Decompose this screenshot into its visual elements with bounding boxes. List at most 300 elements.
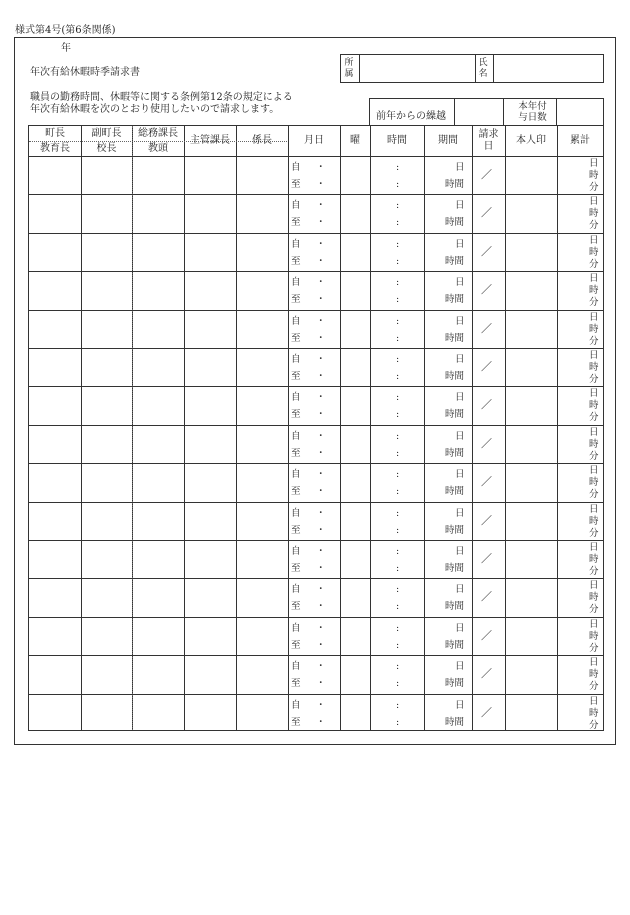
mayor-seal-cell[interactable] bbox=[30, 311, 80, 347]
personal-seal-cell[interactable] bbox=[506, 272, 556, 308]
cumulative-day-label: 日 bbox=[589, 657, 599, 669]
deputy-mayor-seal-cell[interactable] bbox=[82, 464, 131, 500]
cumulative-hour-label: 時 bbox=[589, 285, 599, 297]
period-day-label: 日 bbox=[455, 469, 465, 481]
table-row bbox=[29, 502, 603, 540]
date-to-dot: ・ bbox=[316, 294, 326, 306]
date-to-label: 至 bbox=[291, 678, 301, 690]
personal-seal-cell[interactable] bbox=[506, 503, 556, 539]
time-to-colon: : bbox=[396, 639, 400, 651]
date-to-label: 至 bbox=[291, 639, 301, 651]
date-to-label: 至 bbox=[291, 716, 301, 728]
cumulative-hour-label: 時 bbox=[589, 592, 599, 604]
personal-seal-cell[interactable] bbox=[506, 579, 556, 615]
request-slash: ／ bbox=[481, 513, 492, 527]
date-to-dot: ・ bbox=[316, 447, 326, 459]
chief-seal-cell[interactable] bbox=[185, 464, 235, 500]
personal-seal-cell[interactable] bbox=[506, 195, 556, 231]
period-hours-label: 時間 bbox=[445, 601, 465, 613]
affiliation-name-box bbox=[340, 54, 604, 83]
general-affairs-seal-cell[interactable] bbox=[133, 541, 183, 577]
weekday-cell[interactable] bbox=[341, 349, 369, 385]
period-hours-label: 時間 bbox=[445, 639, 465, 651]
period-hours-label: 時間 bbox=[445, 563, 465, 574]
deputy-mayor-seal-cell[interactable] bbox=[82, 387, 131, 423]
weekday-cell[interactable] bbox=[341, 234, 369, 270]
general-affairs-seal-cell[interactable] bbox=[133, 349, 183, 385]
table-row bbox=[29, 540, 603, 578]
personal-seal-cell[interactable] bbox=[506, 656, 556, 692]
time-from-colon: : bbox=[396, 277, 400, 289]
weekday-cell[interactable] bbox=[341, 618, 369, 654]
cumulative-hour-label: 時 bbox=[589, 438, 599, 450]
general-affairs-seal-cell[interactable] bbox=[133, 387, 183, 423]
date-from-label: 自 bbox=[291, 430, 301, 442]
date-to-dot: ・ bbox=[316, 486, 326, 498]
personal-seal-cell[interactable] bbox=[506, 541, 556, 577]
period-day-label: 日 bbox=[455, 584, 465, 596]
general-affairs-seal-cell[interactable] bbox=[133, 656, 183, 692]
chief-seal-cell[interactable] bbox=[185, 618, 235, 654]
mayor-seal-cell[interactable] bbox=[30, 579, 80, 615]
personal-seal-cell[interactable] bbox=[506, 311, 556, 347]
time-from-colon: : bbox=[396, 622, 400, 634]
weekday-cell[interactable] bbox=[341, 503, 369, 539]
chief-seal-cell[interactable] bbox=[185, 426, 235, 462]
time-to-colon: : bbox=[396, 371, 400, 382]
section-head-seal-cell[interactable] bbox=[237, 656, 287, 692]
cumulative-min-label: 分 bbox=[589, 489, 599, 501]
personal-seal-cell[interactable] bbox=[506, 157, 556, 193]
header-request-2: 日 bbox=[483, 141, 494, 152]
request-slash: ／ bbox=[481, 475, 492, 489]
date-to-label: 至 bbox=[291, 409, 301, 421]
date-from-label: 自 bbox=[291, 200, 301, 212]
period-hours-label: 時間 bbox=[445, 486, 465, 498]
date-to-dot: ・ bbox=[316, 716, 326, 728]
date-from-label: 自 bbox=[291, 699, 301, 711]
date-to-label: 至 bbox=[291, 179, 301, 190]
date-from-label: 自 bbox=[291, 392, 301, 404]
chief-seal-cell[interactable] bbox=[185, 387, 235, 423]
date-to-dot: ・ bbox=[316, 371, 326, 382]
period-day-label: 日 bbox=[455, 238, 465, 250]
carryover-field[interactable] bbox=[456, 100, 501, 124]
cumulative-min-label: 分 bbox=[589, 604, 599, 616]
period-day-label: 日 bbox=[455, 315, 465, 327]
header-general-affairs-chief: 総務課長 bbox=[138, 128, 178, 139]
intro-line-2: 年次有給休暇を次のとおり使用したいので請求します。 bbox=[30, 104, 280, 115]
time-from-colon: : bbox=[396, 315, 400, 327]
weekday-cell[interactable] bbox=[341, 464, 369, 500]
table-row bbox=[29, 156, 603, 194]
header-request-1: 請求 bbox=[478, 129, 499, 140]
chief-seal-cell[interactable] bbox=[185, 349, 235, 385]
general-affairs-seal-cell[interactable] bbox=[133, 426, 183, 462]
cumulative-min-label: 分 bbox=[589, 642, 599, 654]
date-to-dot: ・ bbox=[316, 639, 326, 651]
date-to-label: 至 bbox=[291, 294, 301, 306]
affiliation-field[interactable] bbox=[361, 56, 473, 81]
deputy-mayor-seal-cell[interactable] bbox=[82, 234, 131, 270]
chief-seal-cell[interactable] bbox=[185, 541, 235, 577]
cumulative-min-label: 分 bbox=[589, 681, 599, 693]
date-to-label: 至 bbox=[291, 255, 301, 267]
table-row bbox=[29, 425, 603, 463]
chief-seal-cell[interactable] bbox=[185, 311, 235, 347]
chief-seal-cell[interactable] bbox=[185, 579, 235, 615]
table-row bbox=[29, 617, 603, 655]
period-day-label: 日 bbox=[455, 622, 465, 634]
personal-seal-cell[interactable] bbox=[506, 426, 556, 462]
cumulative-min-label: 分 bbox=[589, 719, 599, 731]
cumulative-hour-label: 時 bbox=[589, 515, 599, 527]
table-row bbox=[29, 233, 603, 271]
date-to-dot: ・ bbox=[316, 179, 326, 190]
section-head-seal-cell[interactable] bbox=[237, 195, 287, 231]
date-from-dot: ・ bbox=[316, 162, 326, 173]
general-affairs-seal-cell[interactable] bbox=[133, 311, 183, 347]
time-from-colon: : bbox=[396, 661, 400, 673]
date-from-dot: ・ bbox=[316, 622, 326, 634]
name-label-1: 氏 bbox=[478, 58, 488, 68]
cumulative-hour-label: 時 bbox=[589, 477, 599, 489]
time-to-colon: : bbox=[396, 294, 400, 306]
section-head-seal-cell[interactable] bbox=[237, 579, 287, 615]
deputy-mayor-seal-cell[interactable] bbox=[82, 311, 131, 347]
cumulative-day-label: 日 bbox=[589, 618, 599, 630]
cumulative-min-label: 分 bbox=[589, 258, 599, 270]
mayor-seal-cell[interactable] bbox=[30, 656, 80, 692]
deputy-mayor-seal-cell[interactable] bbox=[82, 618, 131, 654]
period-hours-label: 時間 bbox=[445, 179, 465, 190]
weekday-cell[interactable] bbox=[341, 695, 369, 731]
personal-seal-cell[interactable] bbox=[506, 618, 556, 654]
section-head-seal-cell[interactable] bbox=[237, 618, 287, 654]
time-from-colon: : bbox=[396, 469, 400, 481]
cumulative-day-label: 日 bbox=[589, 350, 599, 361]
header-principal: 校長 bbox=[96, 143, 117, 154]
period-day-label: 日 bbox=[455, 200, 465, 212]
cumulative-hour-label: 時 bbox=[589, 362, 599, 373]
period-hours-label: 時間 bbox=[445, 294, 465, 306]
general-affairs-seal-cell[interactable] bbox=[133, 272, 183, 308]
period-day-label: 日 bbox=[455, 546, 465, 557]
request-slash: ／ bbox=[481, 628, 492, 642]
chief-seal-cell[interactable] bbox=[185, 234, 235, 270]
period-hours-label: 時間 bbox=[445, 371, 465, 382]
date-from-dot: ・ bbox=[316, 238, 326, 250]
weekday-cell[interactable] bbox=[341, 387, 369, 423]
time-to-colon: : bbox=[396, 447, 400, 459]
header-superintendent: 教育長 bbox=[40, 143, 70, 154]
cumulative-hour-label: 時 bbox=[589, 630, 599, 642]
cumulative-min-label: 分 bbox=[589, 297, 599, 309]
date-from-label: 自 bbox=[291, 584, 301, 596]
date-to-dot: ・ bbox=[316, 524, 326, 536]
cumulative-min-label: 分 bbox=[589, 566, 599, 577]
mayor-seal-cell[interactable] bbox=[30, 695, 80, 731]
general-affairs-seal-cell[interactable] bbox=[133, 464, 183, 500]
name-field[interactable] bbox=[495, 56, 601, 81]
cumulative-hour-label: 時 bbox=[589, 400, 599, 412]
general-affairs-seal-cell[interactable] bbox=[133, 503, 183, 539]
period-hours-label: 時間 bbox=[445, 524, 465, 536]
section-head-seal-cell[interactable] bbox=[237, 272, 287, 308]
section-head-seal-cell[interactable] bbox=[237, 349, 287, 385]
section-head-seal-cell[interactable] bbox=[237, 426, 287, 462]
weekday-cell[interactable] bbox=[341, 426, 369, 462]
table-row bbox=[29, 271, 603, 309]
request-slash: ／ bbox=[481, 206, 492, 220]
time-to-colon: : bbox=[396, 179, 400, 190]
date-from-dot: ・ bbox=[316, 200, 326, 212]
date-from-dot: ・ bbox=[316, 699, 326, 711]
cumulative-hour-label: 時 bbox=[589, 323, 599, 335]
deputy-mayor-seal-cell[interactable] bbox=[82, 503, 131, 539]
cumulative-hour-label: 時 bbox=[589, 707, 599, 719]
date-from-dot: ・ bbox=[316, 661, 326, 673]
date-to-dot: ・ bbox=[316, 563, 326, 574]
weekday-cell[interactable] bbox=[341, 272, 369, 308]
time-from-colon: : bbox=[396, 200, 400, 212]
mayor-seal-cell[interactable] bbox=[30, 349, 80, 385]
grant-label bbox=[505, 101, 560, 123]
time-from-colon: : bbox=[396, 392, 400, 404]
weekday-cell[interactable] bbox=[341, 656, 369, 692]
deputy-mayor-seal-cell[interactable] bbox=[82, 195, 131, 231]
cumulative-day-label: 日 bbox=[589, 311, 599, 323]
table-row bbox=[29, 310, 603, 348]
mayor-seal-cell[interactable] bbox=[30, 272, 80, 308]
table-row bbox=[29, 348, 603, 386]
cumulative-day-label: 日 bbox=[589, 196, 599, 208]
section-head-seal-cell[interactable] bbox=[237, 464, 287, 500]
section-head-seal-cell[interactable] bbox=[237, 234, 287, 270]
period-day-label: 日 bbox=[455, 430, 465, 442]
weekday-cell[interactable] bbox=[341, 311, 369, 347]
chief-seal-cell[interactable] bbox=[185, 272, 235, 308]
deputy-mayor-seal-cell[interactable] bbox=[82, 272, 131, 308]
period-day-label: 日 bbox=[455, 162, 465, 173]
mayor-seal-cell[interactable] bbox=[30, 503, 80, 539]
request-slash: ／ bbox=[481, 321, 492, 335]
time-to-colon: : bbox=[396, 332, 400, 344]
personal-seal-cell[interactable] bbox=[506, 464, 556, 500]
weekday-cell[interactable] bbox=[341, 195, 369, 231]
section-head-seal-cell[interactable] bbox=[237, 387, 287, 423]
general-affairs-seal-cell[interactable] bbox=[133, 579, 183, 615]
intro-line-1: 職員の勤務時間、休暇等に関する条例第12条の規定による bbox=[30, 92, 293, 103]
mayor-seal-cell[interactable] bbox=[30, 464, 80, 500]
header-cumulative: 累計 bbox=[570, 135, 590, 146]
table-row bbox=[29, 655, 603, 693]
carryover-label: 前年からの繰越 bbox=[376, 111, 446, 122]
date-from-label: 自 bbox=[291, 162, 301, 173]
mayor-seal-cell[interactable] bbox=[30, 157, 80, 193]
personal-seal-cell[interactable] bbox=[506, 387, 556, 423]
date-from-label: 自 bbox=[291, 354, 301, 365]
general-affairs-seal-cell[interactable] bbox=[133, 195, 183, 231]
time-from-colon: : bbox=[396, 507, 400, 519]
time-to-colon: : bbox=[396, 486, 400, 498]
mayor-seal-cell[interactable] bbox=[30, 195, 80, 231]
personal-seal-cell[interactable] bbox=[506, 695, 556, 731]
date-to-label: 至 bbox=[291, 563, 301, 574]
period-day-label: 日 bbox=[455, 354, 465, 365]
cumulative-day-label: 日 bbox=[589, 542, 599, 553]
request-table bbox=[28, 125, 604, 731]
chief-seal-cell[interactable] bbox=[185, 695, 235, 731]
header-period: 期間 bbox=[438, 135, 458, 146]
header-mayor: 町長 bbox=[45, 128, 65, 139]
section-head-seal-cell[interactable] bbox=[237, 695, 287, 731]
cumulative-day-label: 日 bbox=[589, 158, 599, 169]
period-day-label: 日 bbox=[455, 392, 465, 404]
weekday-cell[interactable] bbox=[341, 157, 369, 193]
time-from-colon: : bbox=[396, 238, 400, 250]
general-affairs-seal-cell[interactable] bbox=[133, 618, 183, 654]
date-from-label: 自 bbox=[291, 315, 301, 327]
time-to-colon: : bbox=[396, 601, 400, 613]
time-to-colon: : bbox=[396, 255, 400, 267]
date-from-label: 自 bbox=[291, 622, 301, 634]
weekday-cell[interactable] bbox=[341, 541, 369, 577]
name-label-2: 名 bbox=[478, 69, 488, 79]
period-hours-label: 時間 bbox=[445, 332, 465, 344]
cumulative-day-label: 日 bbox=[589, 426, 599, 438]
date-from-label: 自 bbox=[291, 661, 301, 673]
time-from-colon: : bbox=[396, 546, 400, 557]
cumulative-day-label: 日 bbox=[589, 273, 599, 285]
intro-text bbox=[30, 92, 293, 116]
date-to-label: 至 bbox=[291, 524, 301, 536]
general-affairs-seal-cell[interactable] bbox=[133, 234, 183, 270]
date-from-dot: ・ bbox=[316, 546, 326, 557]
deputy-mayor-seal-cell[interactable] bbox=[82, 157, 131, 193]
weekday-cell[interactable] bbox=[341, 579, 369, 615]
cumulative-min-label: 分 bbox=[589, 412, 599, 424]
deputy-mayor-seal-cell[interactable] bbox=[82, 426, 131, 462]
cumulative-day-label: 日 bbox=[589, 465, 599, 477]
date-to-label: 至 bbox=[291, 371, 301, 382]
request-slash: ／ bbox=[481, 552, 492, 565]
date-from-dot: ・ bbox=[316, 277, 326, 289]
mayor-seal-cell[interactable] bbox=[30, 618, 80, 654]
mayor-seal-cell[interactable] bbox=[30, 234, 80, 270]
period-hours-label: 時間 bbox=[445, 716, 465, 728]
date-to-dot: ・ bbox=[316, 601, 326, 613]
date-from-label: 自 bbox=[291, 546, 301, 557]
deputy-mayor-seal-cell[interactable] bbox=[82, 656, 131, 692]
cumulative-day-label: 日 bbox=[589, 695, 599, 707]
date-from-dot: ・ bbox=[316, 315, 326, 327]
deputy-mayor-seal-cell[interactable] bbox=[82, 579, 131, 615]
general-affairs-seal-cell[interactable] bbox=[133, 157, 183, 193]
time-to-colon: : bbox=[396, 217, 400, 229]
deputy-mayor-seal-cell[interactable] bbox=[82, 541, 131, 577]
header-date: 月日 bbox=[304, 135, 324, 146]
period-hours-label: 時間 bbox=[445, 678, 465, 690]
request-slash: ／ bbox=[481, 283, 492, 297]
request-slash: ／ bbox=[481, 667, 492, 681]
affiliation-label-1: 所 bbox=[344, 58, 354, 68]
date-from-label: 自 bbox=[291, 507, 301, 519]
cumulative-hour-label: 時 bbox=[589, 554, 599, 565]
chief-seal-cell[interactable] bbox=[185, 195, 235, 231]
section-head-seal-cell[interactable] bbox=[237, 157, 287, 193]
personal-seal-cell[interactable] bbox=[506, 234, 556, 270]
request-slash: ／ bbox=[481, 244, 492, 258]
date-from-label: 自 bbox=[291, 238, 301, 250]
time-to-colon: : bbox=[396, 678, 400, 690]
general-affairs-seal-cell[interactable] bbox=[133, 695, 183, 731]
time-from-colon: : bbox=[396, 354, 400, 365]
period-hours-label: 時間 bbox=[445, 217, 465, 229]
time-from-colon: : bbox=[396, 584, 400, 596]
chief-seal-cell[interactable] bbox=[185, 503, 235, 539]
mayor-seal-cell[interactable] bbox=[30, 541, 80, 577]
cumulative-hour-label: 時 bbox=[589, 170, 599, 181]
period-day-label: 日 bbox=[455, 661, 465, 673]
table-row bbox=[29, 386, 603, 424]
cumulative-day-label: 日 bbox=[589, 580, 599, 592]
deputy-mayor-seal-cell[interactable] bbox=[82, 349, 131, 385]
cumulative-min-label: 分 bbox=[589, 182, 599, 193]
chief-seal-cell[interactable] bbox=[185, 157, 235, 193]
time-to-colon: : bbox=[396, 409, 400, 421]
affiliation-label-2: 属 bbox=[344, 69, 354, 79]
request-slash: ／ bbox=[481, 590, 492, 604]
period-hours-label: 時間 bbox=[445, 409, 465, 421]
date-from-dot: ・ bbox=[316, 392, 326, 404]
date-to-dot: ・ bbox=[316, 217, 326, 229]
date-to-dot: ・ bbox=[316, 255, 326, 267]
table-row bbox=[29, 463, 603, 501]
personal-seal-cell[interactable] bbox=[506, 349, 556, 385]
request-slash: ／ bbox=[481, 398, 492, 412]
cumulative-min-label: 分 bbox=[589, 335, 599, 347]
mayor-seal-cell[interactable] bbox=[30, 387, 80, 423]
cumulative-hour-label: 時 bbox=[589, 669, 599, 681]
date-to-label: 至 bbox=[291, 332, 301, 344]
header-chief: 主管課長 bbox=[190, 135, 230, 146]
section-head-seal-cell[interactable] bbox=[237, 503, 287, 539]
date-from-label: 自 bbox=[291, 469, 301, 481]
section-head-seal-cell[interactable] bbox=[237, 541, 287, 577]
date-to-label: 至 bbox=[291, 486, 301, 498]
cumulative-day-label: 日 bbox=[589, 388, 599, 400]
section-head-seal-cell[interactable] bbox=[237, 311, 287, 347]
time-to-colon: : bbox=[396, 716, 400, 728]
time-from-colon: : bbox=[396, 162, 400, 173]
year-label: 年 bbox=[61, 43, 71, 54]
date-to-label: 至 bbox=[291, 217, 301, 229]
grant-field[interactable] bbox=[558, 100, 602, 124]
deputy-mayor-seal-cell[interactable] bbox=[82, 695, 131, 731]
chief-seal-cell[interactable] bbox=[185, 656, 235, 692]
header-deputy-mayor: 副町長 bbox=[91, 128, 122, 139]
request-slash: ／ bbox=[481, 168, 492, 181]
period-hours-label: 時間 bbox=[445, 447, 465, 459]
cumulative-min-label: 分 bbox=[589, 527, 599, 539]
mayor-seal-cell[interactable] bbox=[30, 426, 80, 462]
request-slash: ／ bbox=[481, 360, 492, 373]
header-time: 時間 bbox=[387, 135, 407, 146]
date-to-dot: ・ bbox=[316, 332, 326, 344]
date-to-dot: ・ bbox=[316, 409, 326, 421]
date-from-dot: ・ bbox=[316, 354, 326, 365]
